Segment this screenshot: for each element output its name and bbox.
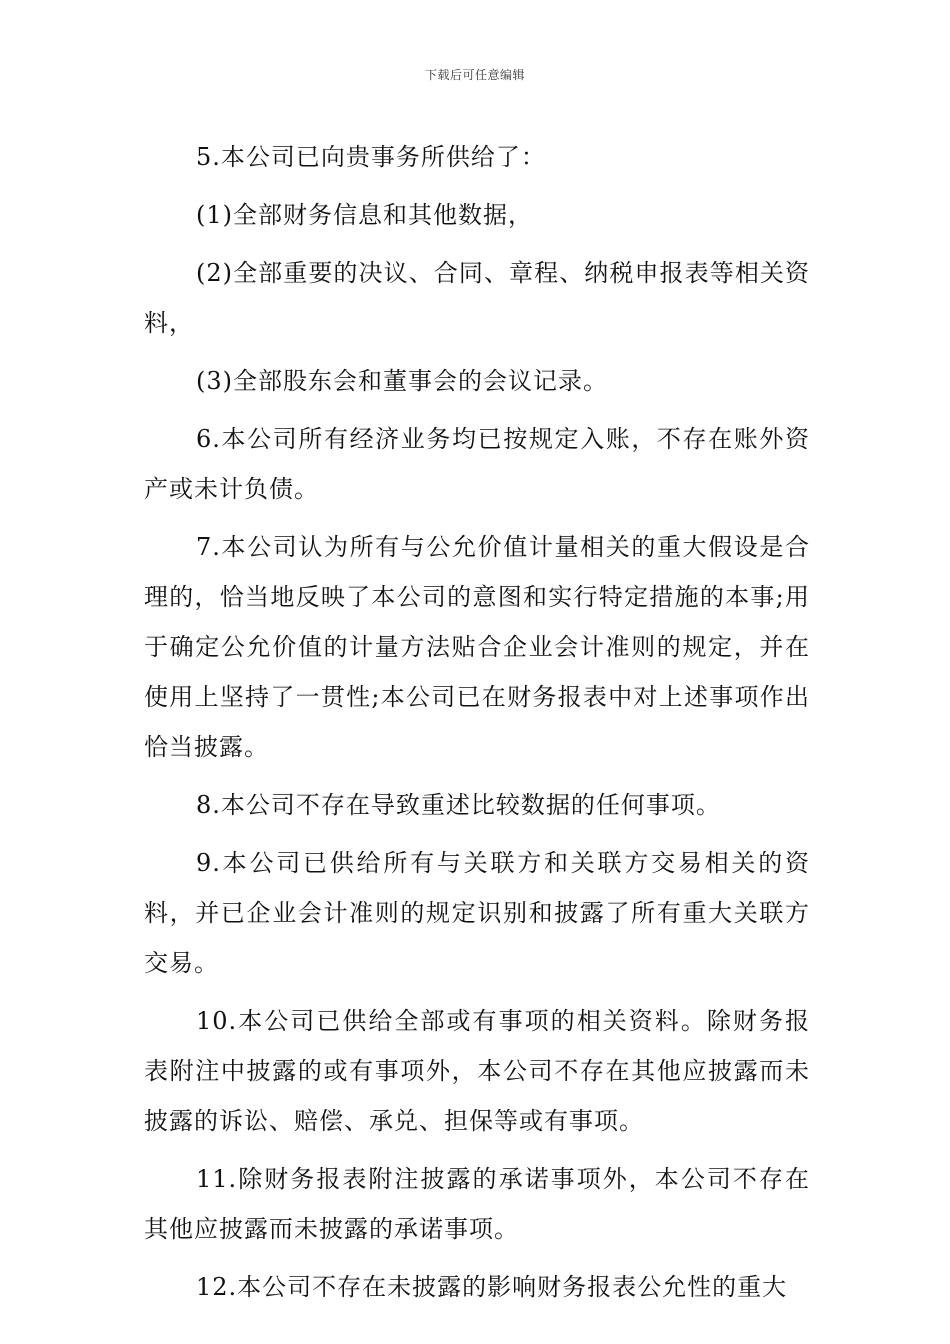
paragraph-item-11: 11.除财务报表附注披露的承诺事项外，本公司不存在其他应披露而未披露的承诺事项。 [144,1165,810,1243]
paragraph-item-5: 5.本公司已向贵事务所供给了： [196,143,546,171]
paragraph-item-9: 9.本公司已供给所有与关联方和关联方交易相关的资料，并已企业会计准则的规定识别和披露了所有重大关联方交易。 [144,849,810,977]
document-body [144,132,810,1320]
paragraph-item-8: 8.本公司不存在导致重述比较数据的任何事项。 [196,791,721,819]
paragraph-item-7: 7.本公司认为所有与公允价值计量相关的重大假设是合理的，恰当地反映了本公司的意图和实行特定措施的本事;用于确定公允价值的计量方法贴合企业会计准则的规定，并在使用上坚持了一贯性;本公司已在财务报表中对上述事项作出恰当披露。 [144,533,810,761]
paragraph-item-6: 6.本公司所有经济业务均已按规定入账，不存在账外资产或未计负债。 [144,425,810,503]
paragraph-subitem-1: (1)全部财务信息和其他数据， [196,201,533,229]
paragraph-subitem-3: (3)全部股东会和董事会的会议记录。 [196,367,608,395]
paragraph-item-12: 12.本公司不存在未披露的影响财务报表公允性的重大 [196,1273,788,1301]
paragraph-subitem-2: (2)全部重要的决议、合同、章程、纳税申报表等相关资料， [144,259,810,337]
page-header-note: 下载后可任意编辑 [424,68,525,82]
paragraph-item-10: 10.本公司已供给全部或有事项的相关资料。除财务报表附注中披露的或有事项外，本公司不存在其他应披露而未披露的诉讼、赔偿、承兑、担保等或有事项。 [144,1007,810,1135]
